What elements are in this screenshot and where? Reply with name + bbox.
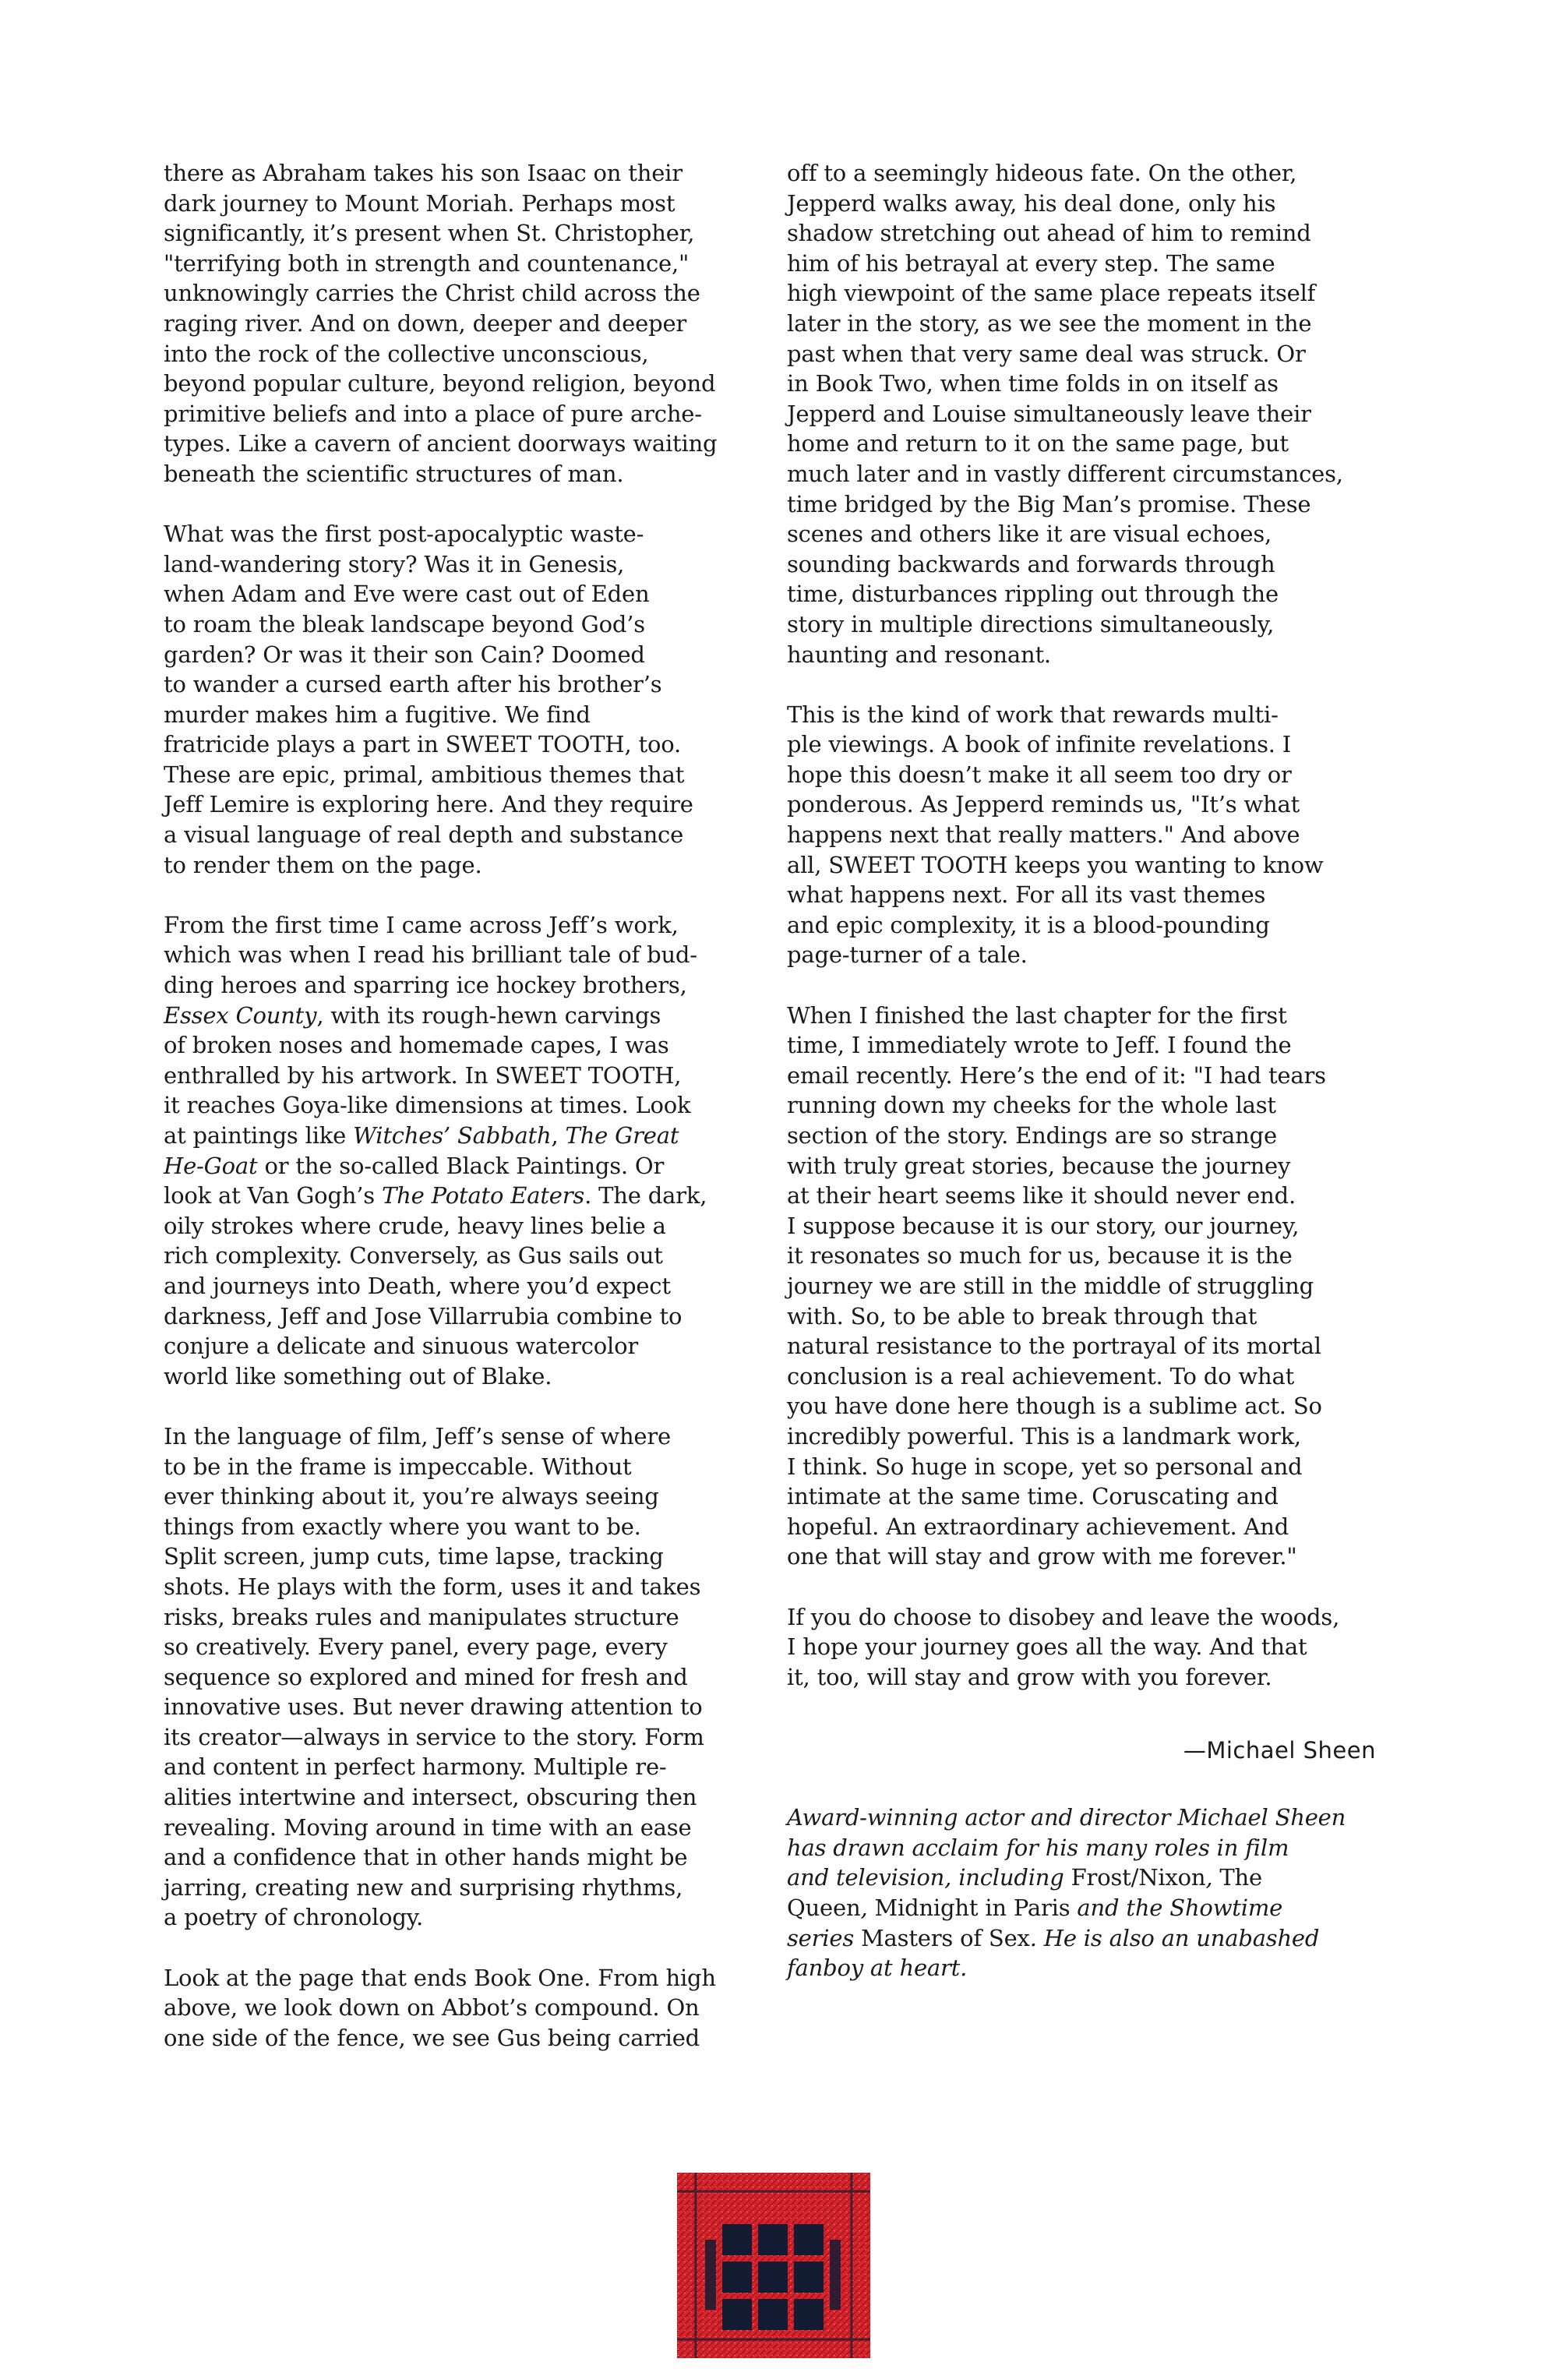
paragraph-wasteland: What was the first post-apocalyptic waste- land-wandering story? Was it in Genesis, when Adam and Eve were cast out of Eden to roam the bleak landscape beyond God’s garden? Or was it their son Cain? Doomed to wander a cursed earth after his brother’s murder makes him a fugitive. We find fratricide plays a part in SWEET TOOTH, too. These are epic, primal, ambitious themes that Jeff Lemire is exploring here. And they require a visual language of real depth and substance to render them on the page. [164, 521, 693, 878]
paragraph-artwork [164, 910, 756, 1392]
paragraph-rewards: This is the kind of work that rewards multi- ple viewings. A book of infinite revelations. I hope this doesn’t make it all seem too dry or ponderous. As Jepperd reminds us, "It’s what happens next that really matters." And above all, SWEET TOOTH keeps you wanting to know what happens next. For all its vast themes and epic complexity, it is a blood-pounding page-turner of a tale. [787, 701, 1324, 969]
author-signature: —Michael Sheen [1183, 1737, 1376, 1764]
paragraph-letter: When I finished the last chapter for the first time, I immediately wrote to Jeff. I found the email recently. Here’s the end of it: "I had tears running down my cheeks for the whole last section of the story. Endings are so strange with truly great stories, because the journey at their heart seems like it should never end. I suppose because it is our story, our journey, it resonates so much for us, because it is the journey we are still in the middle of struggling with. So, to be able to break through that natural resistance to the portrayal of its mortal conclusion is a real achievement. To do what you have done here though is a sublime act. So incredibly powerful. This is a landmark work, I think. So huge in scope, yet so personal and intimate at the same time. Coruscating and hopeful. An extraordinary achievement. And one that will stay and grow with me forever." [787, 1001, 1326, 1570]
text-span: and the Showtime series [787, 1894, 1283, 1951]
title-frost-nixon: Frost/Nixon [1071, 1864, 1206, 1891]
text-span: From the first time I came across Jeff’s work, which was when I read his brilliant tale of bud- ding heroes and sparring ice hockey brothers, [164, 911, 697, 999]
paragraph-genesis-intro: there as Abraham takes his son Isaac on their dark journey to Mount Moriah. Perhaps most significantly, it’s present when St. Christopher, "terrifying both in strength and countenance," unknowingly carries the Christ child across the raging river. And on down, deeper and deeper into the rock of the collective unconscious, beyond popular culture, beyond religion, beyond primitive beliefs and into a place of pure arche- types. Like a cavern of ancient doorways waiting beneath the scientific structures of man. [164, 160, 718, 487]
title-the-queen: The Queen [787, 1864, 1262, 1922]
text-span: . The dark, oily strokes where crude, heavy lines belie a rich complexity. Conversely, as Gus sails out and journeys into Death, where you’d expect darkness, Jeff and Jose Villarrubia combine to conjure a delicate and sinuous watercolor world like something out of Blake. [164, 1182, 707, 1390]
author-bio [787, 1803, 1379, 1983]
plaid-logo-graphic [677, 2173, 870, 2358]
title-essex-county: Essex County [164, 1001, 317, 1029]
paragraph-book-one: Look at the page that ends Book One. From high above, we look down on Abbot’s compound. On one side of the fence, we see Gus being carried [164, 1964, 716, 2051]
text-span: Award-winning actor and director Michael Sheen has drawn acclaim for his many roles in film and television, including [787, 1804, 1346, 1891]
logo-dark-grid [705, 2224, 841, 2330]
text-span: . He is also an unabashed fanboy at heart. [787, 1924, 1320, 1982]
text-span: , [860, 1894, 875, 1922]
text-span: , [551, 1122, 566, 1149]
right-column [787, 158, 1379, 2013]
paragraph-jepperd: off to a seemingly hideous fate. On the other, Jepperd walks away, his deal done, only his shadow stretching out ahead of him to remind him of his betrayal at every step. The same high viewpoint of the same place repeats itself later in the story, as we see the moment in the past when that very same deal was struck. Or in Book Two, when time folds in on itself as Jepperd and Louise simultaneously leave their home and return to it on the same page, but much later and in vastly different circumstances, time bridged by the Big Man’s promise. These scenes and others like it are visual echoes, sounding backwards and forwards through time, disturbances rippling out through the story in multiple directions simultaneously, haunting and resonant. [787, 160, 1343, 668]
paragraph-film-language: In the language of film, Jeff’s sense of where to be in the frame is impeccable. Without ever thinking about it, you’re always seeing things from exactly where you want to be. Split screen, jump cuts, time lapse, tracking shots. He plays with the form, uses it and takes risks, breaks rules and manipulates structure so creatively. Every panel, every page, every sequence so explored and mined for fresh and innovative uses. But never drawing attention to its creator—always in service to the story. Form and content in perfect harmony. Multiple re- alities intertwine and intersect, obscuring then revealing. Moving around in time with an ease and a confidence that in other hands might be jarring, creating new and surprising rhythms, a poetry of chronology. [164, 1422, 704, 1931]
text-span: , [1205, 1864, 1220, 1891]
text-span: , with its rough-hewn carvings of broken noses and homemade capes, I was enthralled by his artwork. In SWEET TOOTH, it reaches Goya-like dimensions at times. Look at paintings like [164, 1001, 691, 1149]
title-witches-sabbath: Witches’ Sabbath [353, 1122, 552, 1149]
title-potato-eaters: The Potato Eaters [382, 1182, 585, 1209]
title-masters-of-sex: Masters of Sex [861, 1924, 1030, 1951]
left-column [164, 158, 756, 2083]
title-midnight-in-paris: Midnight in Paris [874, 1894, 1071, 1922]
plaid-square-logo-icon [677, 2173, 870, 2358]
text-span: or the so-called Black Paintings. Or look at Van Gogh’s [164, 1152, 665, 1209]
paragraph-closing: If you do choose to disobey and leave the woods, I hope your journey goes all the way. And that it, too, will stay and grow with you forever. [787, 1603, 1340, 1690]
title-great-he-goat: The Great He-Goat [164, 1122, 679, 1179]
